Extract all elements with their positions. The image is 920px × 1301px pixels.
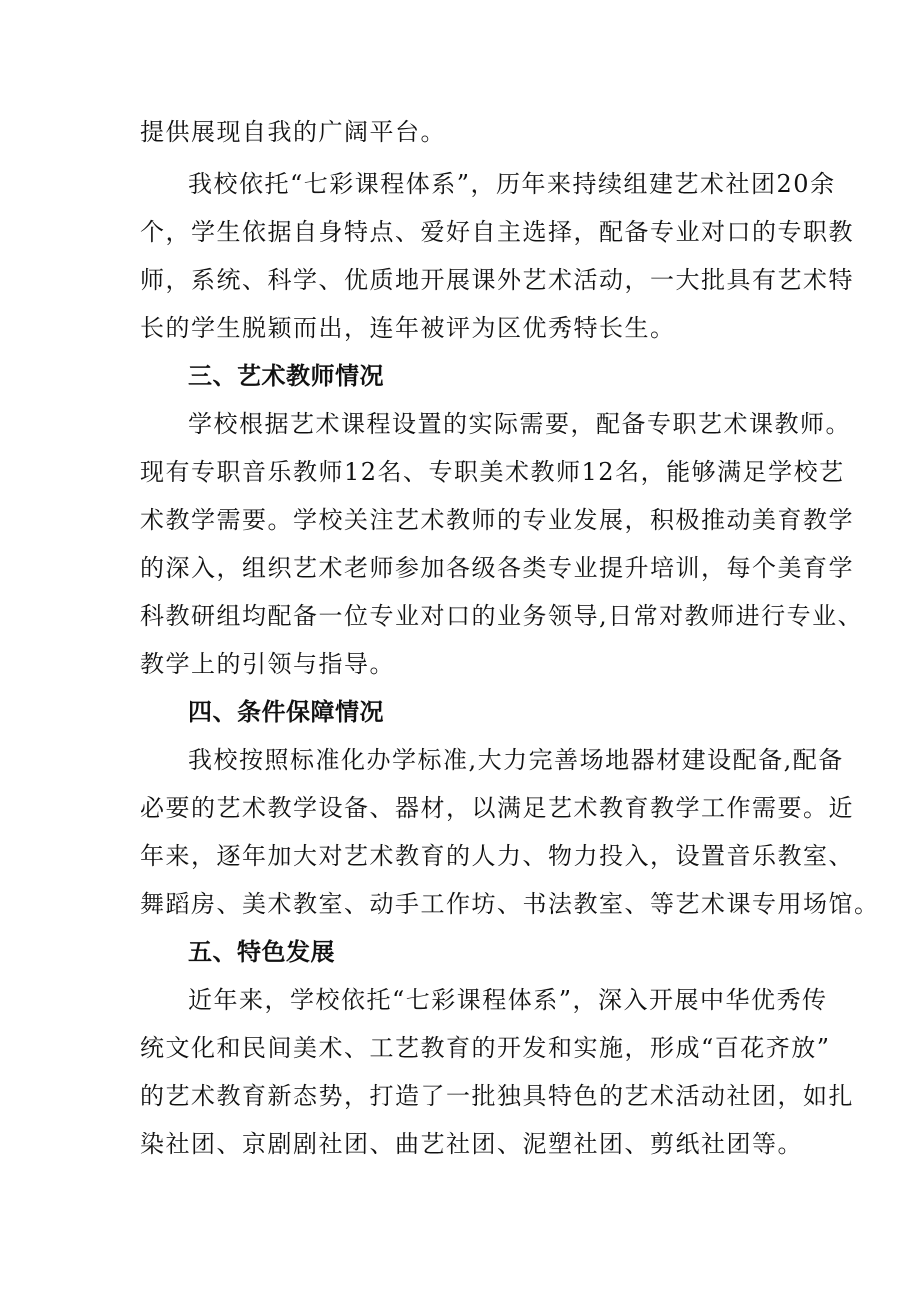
- paragraph-line: 现有专职音乐教师12名、专职美术教师12名，能够满足学校艺: [140, 458, 845, 486]
- paragraph-line: 统文化和民间美术、工艺教育的开发和实施，形成“百花齐放”: [140, 1034, 831, 1062]
- paragraph-line: 我校按照标准化办学标准,大力完善场地器材建设配备,配备: [188, 746, 844, 774]
- paragraph-line: 的深入，组织艺术老师参加各级各类专业提升培训，每个美育学: [140, 554, 854, 582]
- paragraph-line: 近年来，学校依托“七彩课程体系”，深入开展中华优秀传: [188, 986, 828, 1014]
- paragraph-line: 我校依托“七彩课程体系”，历年来持续组建艺术社团20余: [188, 170, 836, 198]
- paragraph-line: 长的学生脱颖而出，连年被评为区优秀特长生。: [140, 314, 676, 342]
- paragraph-line: 个，学生依据自身特点、爱好自主选择，配备专业对口的专职教: [140, 218, 854, 246]
- paragraph-line: 染社团、京剧剧社团、曲艺社团、泥塑社团、剪纸社团等。: [140, 1130, 803, 1158]
- section-heading: 四、条件保障情况: [188, 698, 384, 726]
- section-heading: 三、艺术教师情况: [188, 362, 384, 390]
- paragraph-line: 年来，逐年加大对艺术教育的人力、物力投入，设置音乐教室、: [140, 842, 854, 870]
- paragraph-line: 教学上的引领与指导。: [140, 650, 395, 678]
- paragraph-line: 学校根据艺术课程设置的实际需要，配备专职艺术课教师。: [188, 410, 851, 438]
- paragraph-line: 师，系统、科学、优质地开展课外艺术活动，一大批具有艺术特: [140, 266, 854, 294]
- paragraph-line: 必要的艺术教学设备、器材，以满足艺术教育教学工作需要。近: [140, 794, 854, 822]
- paragraph-line: 术教学需要。学校关注艺术教师的专业发展，积极推动美育教学: [140, 506, 854, 534]
- paragraph-line: 提供展现自我的广阔平台。: [140, 118, 446, 146]
- paragraph-line: 的艺术教育新态势，打造了一批独具特色的艺术活动社团，如扎: [140, 1082, 854, 1110]
- paragraph-line: 科教研组均配备一位专业对口的业务领导,日常对教师进行专业、: [140, 602, 864, 630]
- paragraph-line: 舞蹈房、美术教室、动手工作坊、书法教室、等艺术课专用场馆。: [140, 890, 880, 918]
- section-heading: 五、特色发展: [188, 938, 335, 966]
